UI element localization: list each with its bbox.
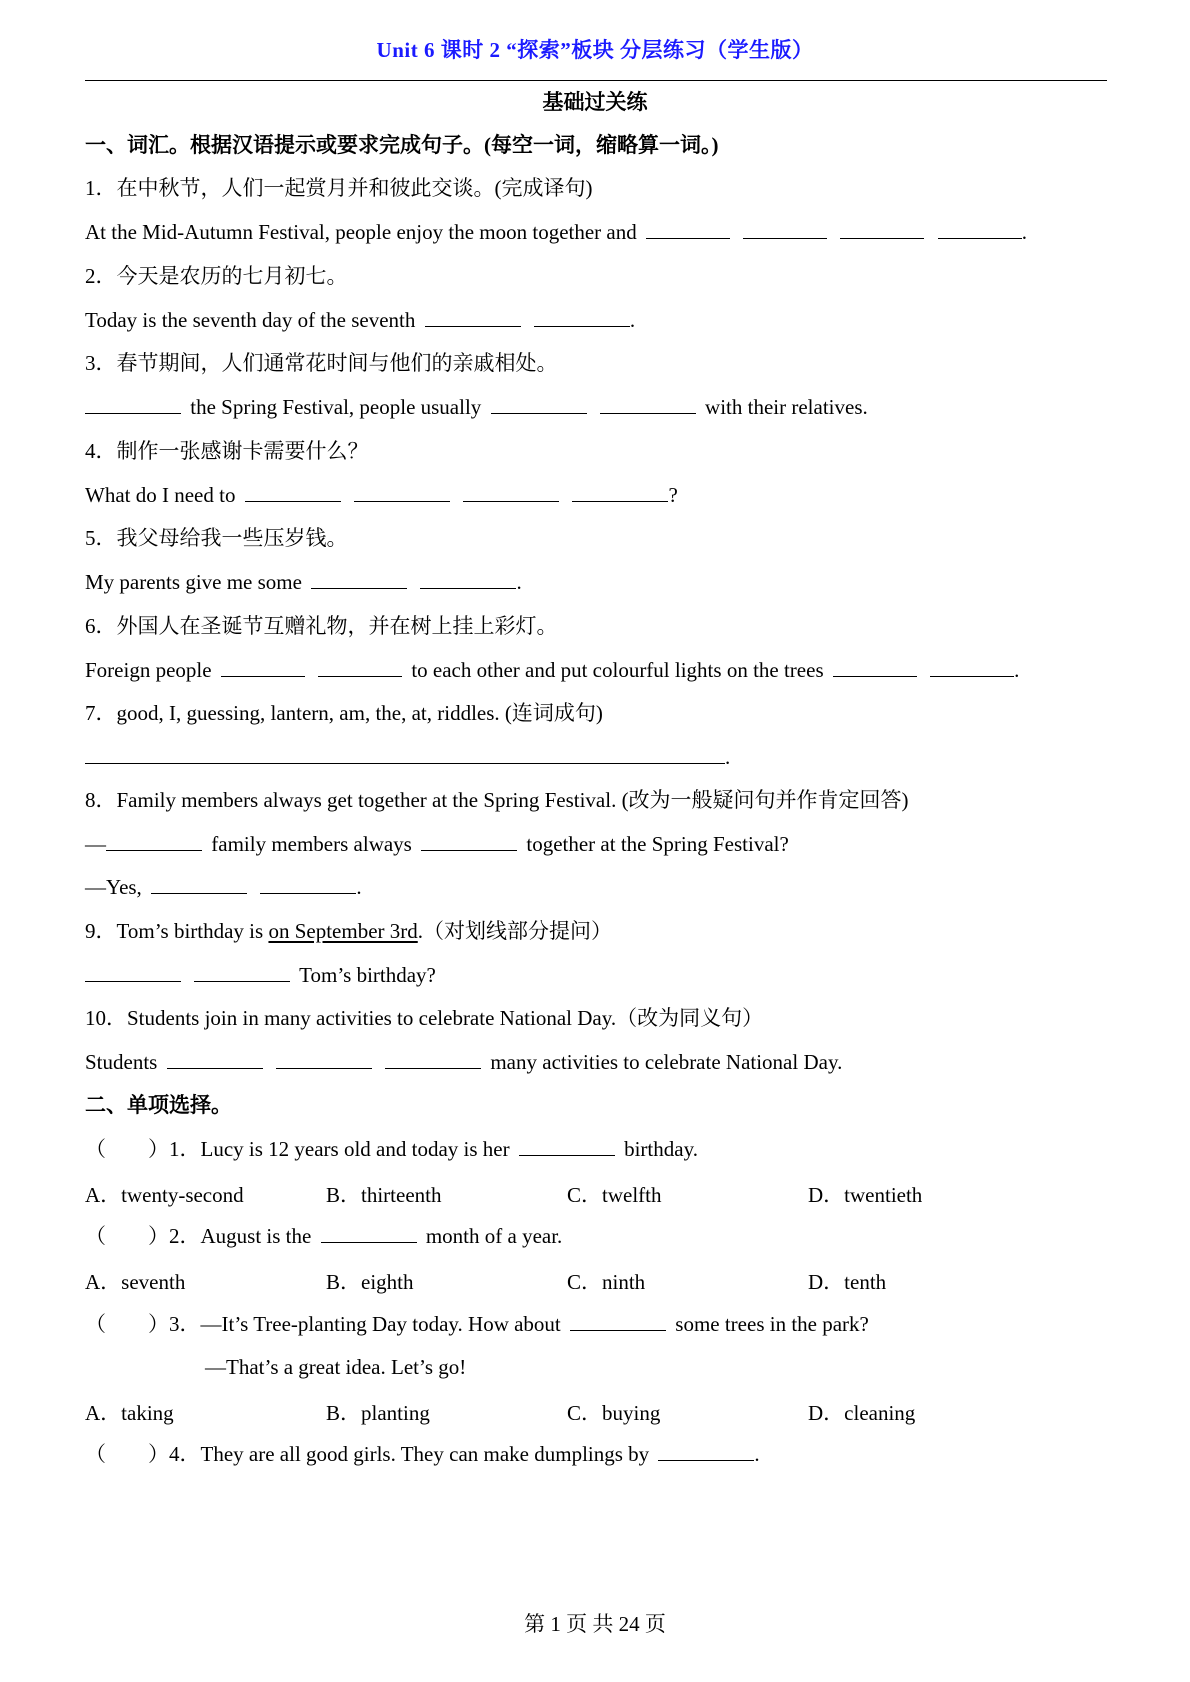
mcq-2-option-a[interactable]: A．seventh [85, 1270, 186, 1294]
question-mark: ? [668, 483, 678, 507]
answer-blank[interactable] [572, 481, 668, 502]
q6-english [85, 656, 1019, 684]
mcq-1-option-a[interactable]: A．twenty-second [85, 1183, 244, 1207]
q5-english [85, 568, 522, 596]
q4-english [85, 481, 678, 509]
mcq-stem-text: （ ）4．They are all good girls. They can make dumplings by [85, 1442, 650, 1466]
q8-end: together at the Spring Festival? [526, 832, 789, 856]
q3-chinese: 3．春节期间，人们通常花时间与他们的亲戚相处。 [85, 351, 558, 375]
period: . [516, 570, 522, 594]
answer-blank[interactable] [85, 961, 181, 982]
q2-chinese: 2．今天是农历的七月初七。 [85, 264, 348, 288]
q1-english [85, 218, 1027, 246]
q4-prefix: What do I need to [85, 483, 236, 507]
mcq-2-option-d[interactable]: D．tenth [808, 1270, 887, 1294]
answer-blank[interactable] [311, 568, 407, 589]
answer-blank[interactable] [106, 830, 202, 851]
answer-blank[interactable] [570, 1310, 666, 1331]
answer-blank[interactable] [840, 218, 924, 239]
q1-prefix: At the Mid-Autumn Festival, people enjoy the moon together and [85, 220, 637, 244]
mcq-stem-text: （ ）3．—It’s Tree-planting Day today. How about [85, 1312, 561, 1336]
q8-prompt: 8．Family members always get together at the Spring Festival. (改为一般疑问句并作肯定回答) [85, 788, 909, 812]
answer-blank[interactable] [245, 481, 341, 502]
answer-blank[interactable] [385, 1048, 481, 1069]
answer-blank[interactable] [743, 218, 827, 239]
mcq-3-stem-line2: —That’s a great idea. Let’s go! [205, 1355, 467, 1379]
mcq-stem-text: （ ）1．Lucy is 12 years old and today is her [85, 1137, 510, 1161]
q8-middle: family members always [211, 832, 412, 856]
answer-blank[interactable] [519, 1135, 615, 1156]
q10-answer-line [85, 1048, 842, 1076]
answer-blank[interactable] [85, 393, 181, 414]
q6-chinese: 6．外国人在圣诞节互赠礼物，并在树上挂上彩灯。 [85, 614, 558, 638]
mcq-1-option-d[interactable]: D．twentieth [808, 1183, 923, 1207]
answer-blank[interactable] [260, 873, 356, 894]
header-rule [85, 80, 1107, 81]
answer-blank[interactable] [194, 961, 290, 982]
q2-prefix: Today is the seventh day of the seventh [85, 308, 416, 332]
part1-title: 一、词汇。根据汉语提示或要求完成句子。(每空一词，缩略算一词。) [85, 133, 719, 157]
q7-prompt: 7．good, I, guessing, lantern, am, the, at, riddles. (连词成句) [85, 701, 603, 725]
answer-blank[interactable] [321, 1222, 417, 1243]
q4-chinese: 4．制作一张感谢卡需要什么？ [85, 439, 369, 463]
q5-prefix: My parents give me some [85, 570, 302, 594]
mcq-2-option-b[interactable]: B．eighth [326, 1270, 414, 1294]
q5-chinese: 5．我父母给我一些压岁钱。 [85, 526, 348, 550]
period: . [629, 308, 636, 332]
mcq-3-option-b[interactable]: B．planting [326, 1401, 430, 1425]
mcq-stem-text: （ ）2．August is the [85, 1224, 312, 1248]
mcq-stem-tail: some trees in the park? [675, 1312, 869, 1336]
q3-end: with their relatives. [705, 395, 868, 419]
q8-answer-line [85, 873, 362, 901]
answer-blank[interactable] [318, 656, 402, 677]
q9-post: .（对划线部分提问） [417, 919, 612, 943]
page-number: 第 1 页 共 24 页 [524, 1612, 666, 1636]
answer-blank[interactable] [354, 481, 450, 502]
mcq-3-stem [85, 1310, 869, 1338]
q1-chinese: 1．在中秋节，人们一起赏月并和彼此交谈。(完成译句) [85, 176, 593, 200]
mcq-3-option-d[interactable]: D．cleaning [808, 1401, 916, 1425]
answer-blank[interactable] [600, 393, 696, 414]
answer-blank[interactable] [421, 830, 517, 851]
answer-blank[interactable] [534, 306, 630, 327]
mcq-3-option-a[interactable]: A．taking [85, 1401, 174, 1425]
answer-blank[interactable] [221, 656, 305, 677]
mcq-1-option-b[interactable]: B．thirteenth [326, 1183, 442, 1207]
answer-blank[interactable] [425, 306, 521, 327]
period: . [754, 1442, 760, 1466]
q9-pre: 9．Tom’s birthday is [85, 919, 269, 943]
q10-prefix: Students [85, 1050, 158, 1074]
mcq-4-stem [85, 1440, 760, 1468]
period: . [1021, 220, 1027, 244]
q9-underlined: on September 3rd [268, 919, 418, 943]
mcq-3-option-c[interactable]: C．buying [567, 1401, 661, 1425]
answer-blank[interactable] [276, 1048, 372, 1069]
answer-blank[interactable] [151, 873, 247, 894]
q10-prompt: 10．Students join in many activities to celebrate National Day.（改为同义句） [85, 1006, 764, 1030]
answer-blank[interactable] [167, 1048, 263, 1069]
mcq-stem-tail: month of a year. [425, 1224, 563, 1248]
mcq-2-option-c[interactable]: C．ninth [567, 1270, 646, 1294]
period: . [1014, 658, 1020, 682]
q8-answer-prefix: —Yes, [85, 875, 142, 899]
q6-prefix: Foreign people [85, 658, 212, 682]
answer-blank[interactable] [85, 743, 725, 764]
q9-prompt [85, 917, 612, 945]
q10-end: many activities to celebrate National Day. [490, 1050, 843, 1074]
q3-english [85, 393, 868, 421]
mcq-stem-tail: birthday. [624, 1137, 698, 1161]
period: . [725, 745, 731, 769]
mcq-1-option-c[interactable]: C．twelfth [567, 1183, 662, 1207]
q9-end: Tom’s birthday? [299, 963, 436, 987]
q9-answer-line [85, 961, 436, 989]
answer-blank[interactable] [463, 481, 559, 502]
answer-blank[interactable] [491, 393, 587, 414]
mcq-1-stem [85, 1135, 698, 1163]
answer-blank[interactable] [420, 568, 516, 589]
answer-blank[interactable] [930, 656, 1014, 677]
document-title: Unit 6 课时 2 “探索”板块 分层练习（学生版） [376, 38, 814, 62]
answer-blank[interactable] [658, 1440, 754, 1461]
mcq-2-stem [85, 1222, 562, 1250]
q6-middle: to each other and put colourful lights on the trees [411, 658, 824, 682]
answer-blank[interactable] [938, 218, 1022, 239]
answer-blank[interactable] [646, 218, 730, 239]
part2-title: 二、单项选择。 [85, 1093, 232, 1117]
period: . [356, 875, 362, 899]
q8-question-line [85, 830, 789, 858]
section-heading: 基础过关练 [542, 90, 648, 114]
answer-blank[interactable] [833, 656, 917, 677]
dash: — [85, 832, 106, 856]
q2-english [85, 306, 635, 334]
q3-middle: the Spring Festival, people usually [190, 395, 482, 419]
q7-answer-line [85, 743, 730, 771]
